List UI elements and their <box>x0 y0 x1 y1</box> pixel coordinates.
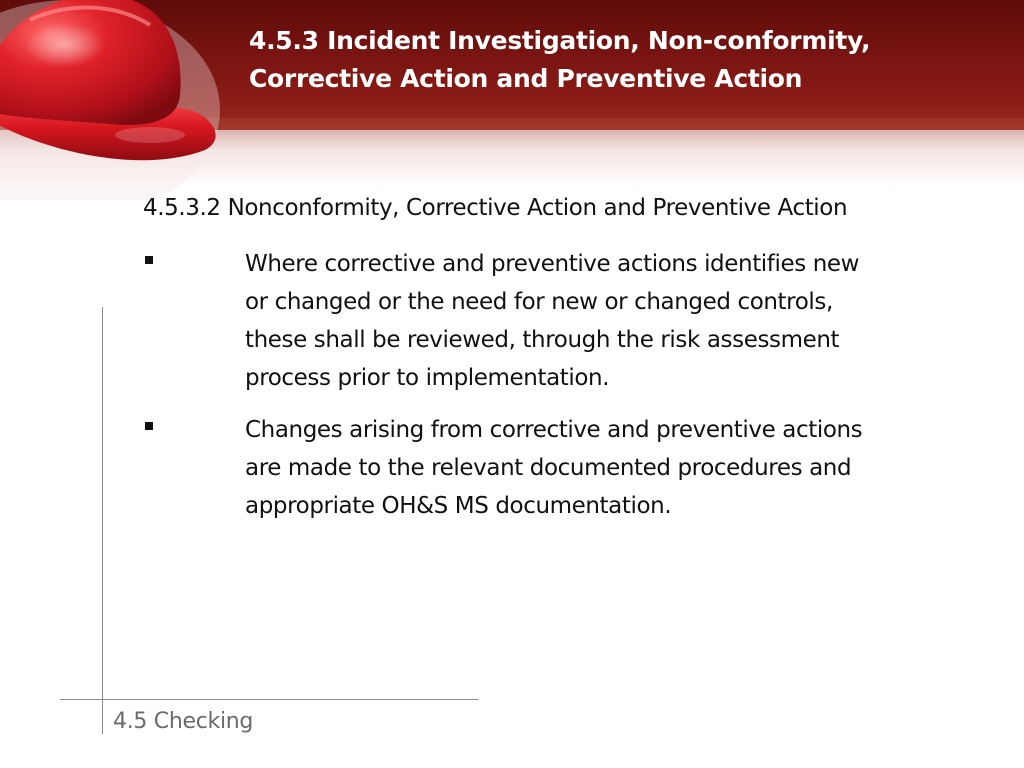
bullet-1-line-1: Where corrective and preventive actions identifies new <box>245 251 860 277</box>
square-bullet-icon <box>145 256 153 264</box>
bullet-2-line-3: appropriate OH&S MS documentation. <box>245 493 672 519</box>
slide-title-line-2: Corrective Action and Preventive Action <box>249 64 803 93</box>
bullet-list <box>143 245 973 539</box>
bullet-item-2 <box>143 411 973 525</box>
slide-title-line-1: 4.5.3 Incident Investigation, Non-conformity, <box>249 26 871 55</box>
bullet-2-line-1: Changes arising from corrective and preventive actions <box>245 417 863 443</box>
bullet-1-line-3: these shall be reviewed, through the risk assessment <box>245 327 840 353</box>
section-subheading: 4.5.3.2 Nonconformity, Corrective Action and Preventive Action <box>143 195 848 221</box>
vertical-rule <box>102 307 103 734</box>
horizontal-rule <box>60 699 478 700</box>
bullet-item-1 <box>143 245 973 397</box>
bullet-1-line-2: or changed or the need for new or changed controls, <box>245 289 833 315</box>
bullet-text-2 <box>245 411 973 525</box>
bullet-2-line-2: are made to the relevant documented procedures and <box>245 455 852 481</box>
red-hard-hat-icon <box>0 0 240 200</box>
slide-title <box>249 22 1009 98</box>
bullet-1-line-4: process prior to implementation. <box>245 365 610 391</box>
bullet-text-1 <box>245 245 973 397</box>
square-bullet-icon <box>145 422 153 430</box>
footer-section-label: 4.5 Checking <box>113 709 254 734</box>
